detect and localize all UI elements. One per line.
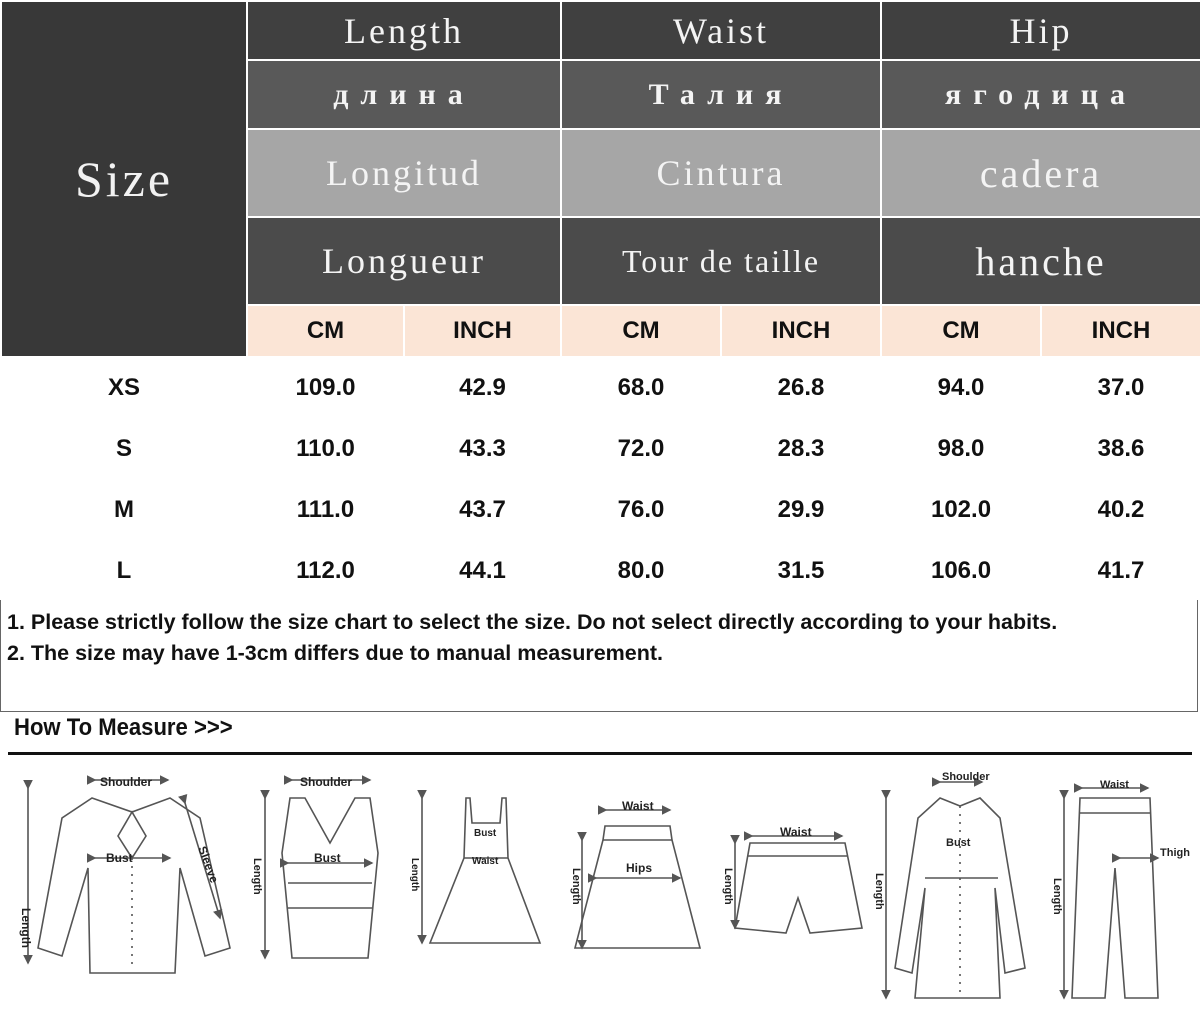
waist-header-ru: Талия bbox=[561, 60, 881, 129]
bust-label: Bust bbox=[106, 851, 133, 865]
table-cell: 110.0 bbox=[247, 418, 404, 479]
table-cell: 106.0 bbox=[881, 540, 1041, 601]
length-header-fr: Longueur bbox=[247, 217, 561, 305]
table-cell: 80.0 bbox=[561, 540, 721, 601]
waist-label: Waist bbox=[780, 825, 812, 839]
shorts-diagram bbox=[722, 825, 862, 933]
table-row bbox=[1, 479, 1200, 540]
table-cell: 76.0 bbox=[561, 479, 721, 540]
unit-header: INCH bbox=[721, 305, 881, 357]
hip-header-en: Hip bbox=[881, 1, 1200, 60]
length-label: Length bbox=[570, 868, 582, 905]
size-label: XS bbox=[1, 357, 247, 418]
skirt-diagram bbox=[570, 799, 700, 948]
table-cell: 38.6 bbox=[1041, 418, 1200, 479]
size-notes bbox=[0, 600, 1198, 712]
table-cell: 26.8 bbox=[721, 357, 881, 418]
unit-header: INCH bbox=[1041, 305, 1200, 357]
how-to-measure-title: How To Measure >>> bbox=[14, 714, 233, 741]
table-row bbox=[1, 540, 1200, 601]
waist-label: Waist bbox=[1100, 779, 1129, 791]
blouse-diagram bbox=[19, 775, 230, 973]
hip-header-ru: ягодица bbox=[881, 60, 1200, 129]
table-cell: 41.7 bbox=[1041, 540, 1200, 601]
table-cell: 28.3 bbox=[721, 418, 881, 479]
length-label: Length bbox=[1051, 878, 1063, 915]
length-label: Length bbox=[19, 908, 33, 948]
table-cell: 37.0 bbox=[1041, 357, 1200, 418]
length-header-en: Length bbox=[247, 1, 561, 60]
thigh-label: Thigh bbox=[1160, 847, 1190, 859]
length-label: Length bbox=[251, 858, 263, 895]
unit-header: INCH bbox=[404, 305, 561, 357]
length-label: Length bbox=[409, 858, 420, 892]
bust-label: Bust bbox=[946, 837, 971, 849]
table-row bbox=[1, 418, 1200, 479]
table-cell: 72.0 bbox=[561, 418, 721, 479]
waist-header-fr: Tour de taille bbox=[561, 217, 881, 305]
hip-header-es: cadera bbox=[881, 129, 1200, 217]
waist-label: Waist bbox=[622, 799, 654, 813]
bust-label: Bust bbox=[474, 828, 497, 839]
table-cell: 102.0 bbox=[881, 479, 1041, 540]
table-cell: 111.0 bbox=[247, 479, 404, 540]
table-cell: 109.0 bbox=[247, 357, 404, 418]
waist-label: Waist bbox=[472, 856, 499, 867]
table-cell: 43.3 bbox=[404, 418, 561, 479]
table-cell: 44.1 bbox=[404, 540, 561, 601]
table-cell: 112.0 bbox=[247, 540, 404, 601]
shoulder-label: Shoulder bbox=[942, 771, 990, 783]
shoulder-label: Shoulder bbox=[300, 775, 353, 789]
unit-header: CM bbox=[561, 305, 721, 357]
table-cell: 68.0 bbox=[561, 357, 721, 418]
unit-header: CM bbox=[881, 305, 1041, 357]
shoulder-label: Shoulder bbox=[100, 775, 153, 789]
table-cell: 40.2 bbox=[1041, 479, 1200, 540]
size-label: M bbox=[1, 479, 247, 540]
note-2: 2. The size may have 1-3cm differs due to manual measurement. bbox=[7, 641, 663, 665]
waist-header-es: Cintura bbox=[561, 129, 881, 217]
tank-top-diagram bbox=[251, 775, 378, 958]
table-cell: 42.9 bbox=[404, 357, 561, 418]
hips-label: Hips bbox=[626, 861, 653, 875]
table-cell: 98.0 bbox=[881, 418, 1041, 479]
size-label: L bbox=[1, 540, 247, 601]
length-header-ru: длина bbox=[247, 60, 561, 129]
unit-header: CM bbox=[247, 305, 404, 357]
hip-header-fr: hanche bbox=[881, 217, 1200, 305]
bust-label: Bust bbox=[314, 851, 341, 865]
length-label: Length bbox=[873, 873, 885, 910]
coat-diagram bbox=[873, 771, 1025, 998]
note-1: 1. Please strictly follow the size chart to select the size. Do not select directly according to your habits. bbox=[7, 610, 1058, 634]
size-header: Size bbox=[1, 1, 247, 357]
table-cell: 29.9 bbox=[721, 479, 881, 540]
waist-header-en: Waist bbox=[561, 1, 881, 60]
trousers-diagram bbox=[1051, 779, 1190, 998]
size-label: S bbox=[1, 418, 247, 479]
table-cell: 43.7 bbox=[404, 479, 561, 540]
divider bbox=[8, 752, 1192, 755]
length-label: Length bbox=[722, 868, 734, 905]
length-header-es: Longitud bbox=[247, 129, 561, 217]
table-cell: 31.5 bbox=[721, 540, 881, 601]
table-row bbox=[1, 357, 1200, 418]
garment-diagrams bbox=[0, 758, 1200, 1014]
dress-diagram bbox=[409, 798, 540, 943]
sleeve-label: Sleeve bbox=[195, 844, 222, 885]
table-cell: 94.0 bbox=[881, 357, 1041, 418]
